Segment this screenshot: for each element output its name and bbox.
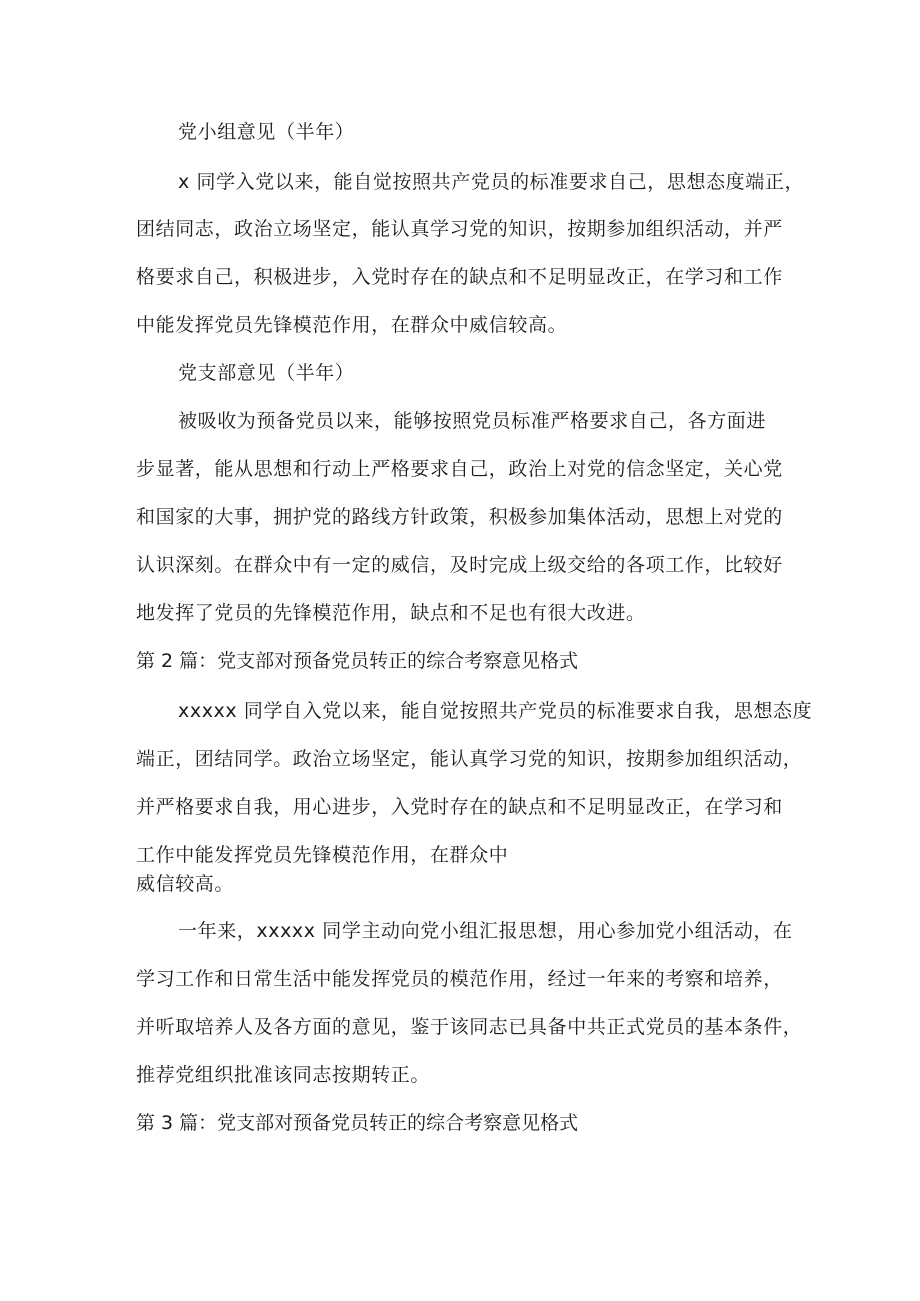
group-opinion-line-2: 团结同志，政治立场坚定，能认真学习党的知识，按期参加组织活动，并严 (136, 218, 783, 240)
section-3-title: 第 3 篇：党支部对预备党员转正的综合考察意见格式 (136, 1112, 579, 1134)
section-2-title: 第 2 篇：党支部对预备党员转正的综合考察意见格式 (136, 650, 579, 672)
group-opinion-line-4: 中能发挥党员先锋模范作用，在群众中威信较高。 (136, 314, 568, 336)
branch-opinion-line-4: 认识深刻。在群众中有一定的威信，及时完成上级交给的各项工作，比较好 (136, 554, 783, 576)
section-2-para2-line-1: 一年来，xxxxx 同学主动向党小组汇报思想，用心参加党小组活动，在 (178, 920, 793, 942)
section-2-para2-line-4: 推荐党组织批准该同志按期转正。 (136, 1064, 431, 1086)
branch-opinion-line-2: 步显著，能从思想和行动上严格要求自己，政治上对党的信念坚定，关心党 (136, 458, 783, 480)
section-2-para1-line-4: 工作中能发挥党员先锋模范作用，在群众中 (136, 844, 509, 866)
group-opinion-line-1: x 同学入党以来，能自觉按照共产党员的标准要求自己，思想态度端正， (178, 171, 805, 193)
branch-opinion-line-3: 和国家的大事，拥护党的路线方针政策，积极参加集体活动，思想上对党的 (136, 506, 783, 528)
section-2-para1-line-5: 威信较高。 (136, 873, 235, 895)
group-opinion-line-3: 格要求自己，积极进步，入党时存在的缺点和不足明显改正，在学习和工作 (136, 266, 783, 288)
section-2-para1-line-3: 并严格要求自我，用心进步，入党时存在的缺点和不足明显改正，在学习和 (136, 796, 783, 818)
heading-party-group-opinion: 党小组意见（半年） (178, 121, 355, 143)
section-2-para1-line-1: xxxxx 同学自入党以来，能自觉按照共产党员的标准要求自我，思想态度 (178, 700, 813, 722)
section-2-para2-line-2: 学习工作和日常生活中能发挥党员的模范作用，经过一年来的考察和培养， (136, 968, 783, 990)
section-2-para1-line-2: 端正，团结同学。政治立场坚定，能认真学习党的知识，按期参加组织活动， (136, 748, 803, 770)
heading-party-branch-opinion: 党支部意见（半年） (178, 362, 355, 384)
branch-opinion-line-5: 地发挥了党员的先锋模范作用，缺点和不足也有很大改进。 (136, 602, 646, 624)
section-2-para2-line-3: 并听取培养人及各方面的意见，鉴于该同志已具备中共正式党员的基本条件， (136, 1016, 803, 1038)
branch-opinion-line-1: 被吸收为预备党员以来，能够按照党员标准严格要求自己，各方面进 (178, 410, 767, 432)
